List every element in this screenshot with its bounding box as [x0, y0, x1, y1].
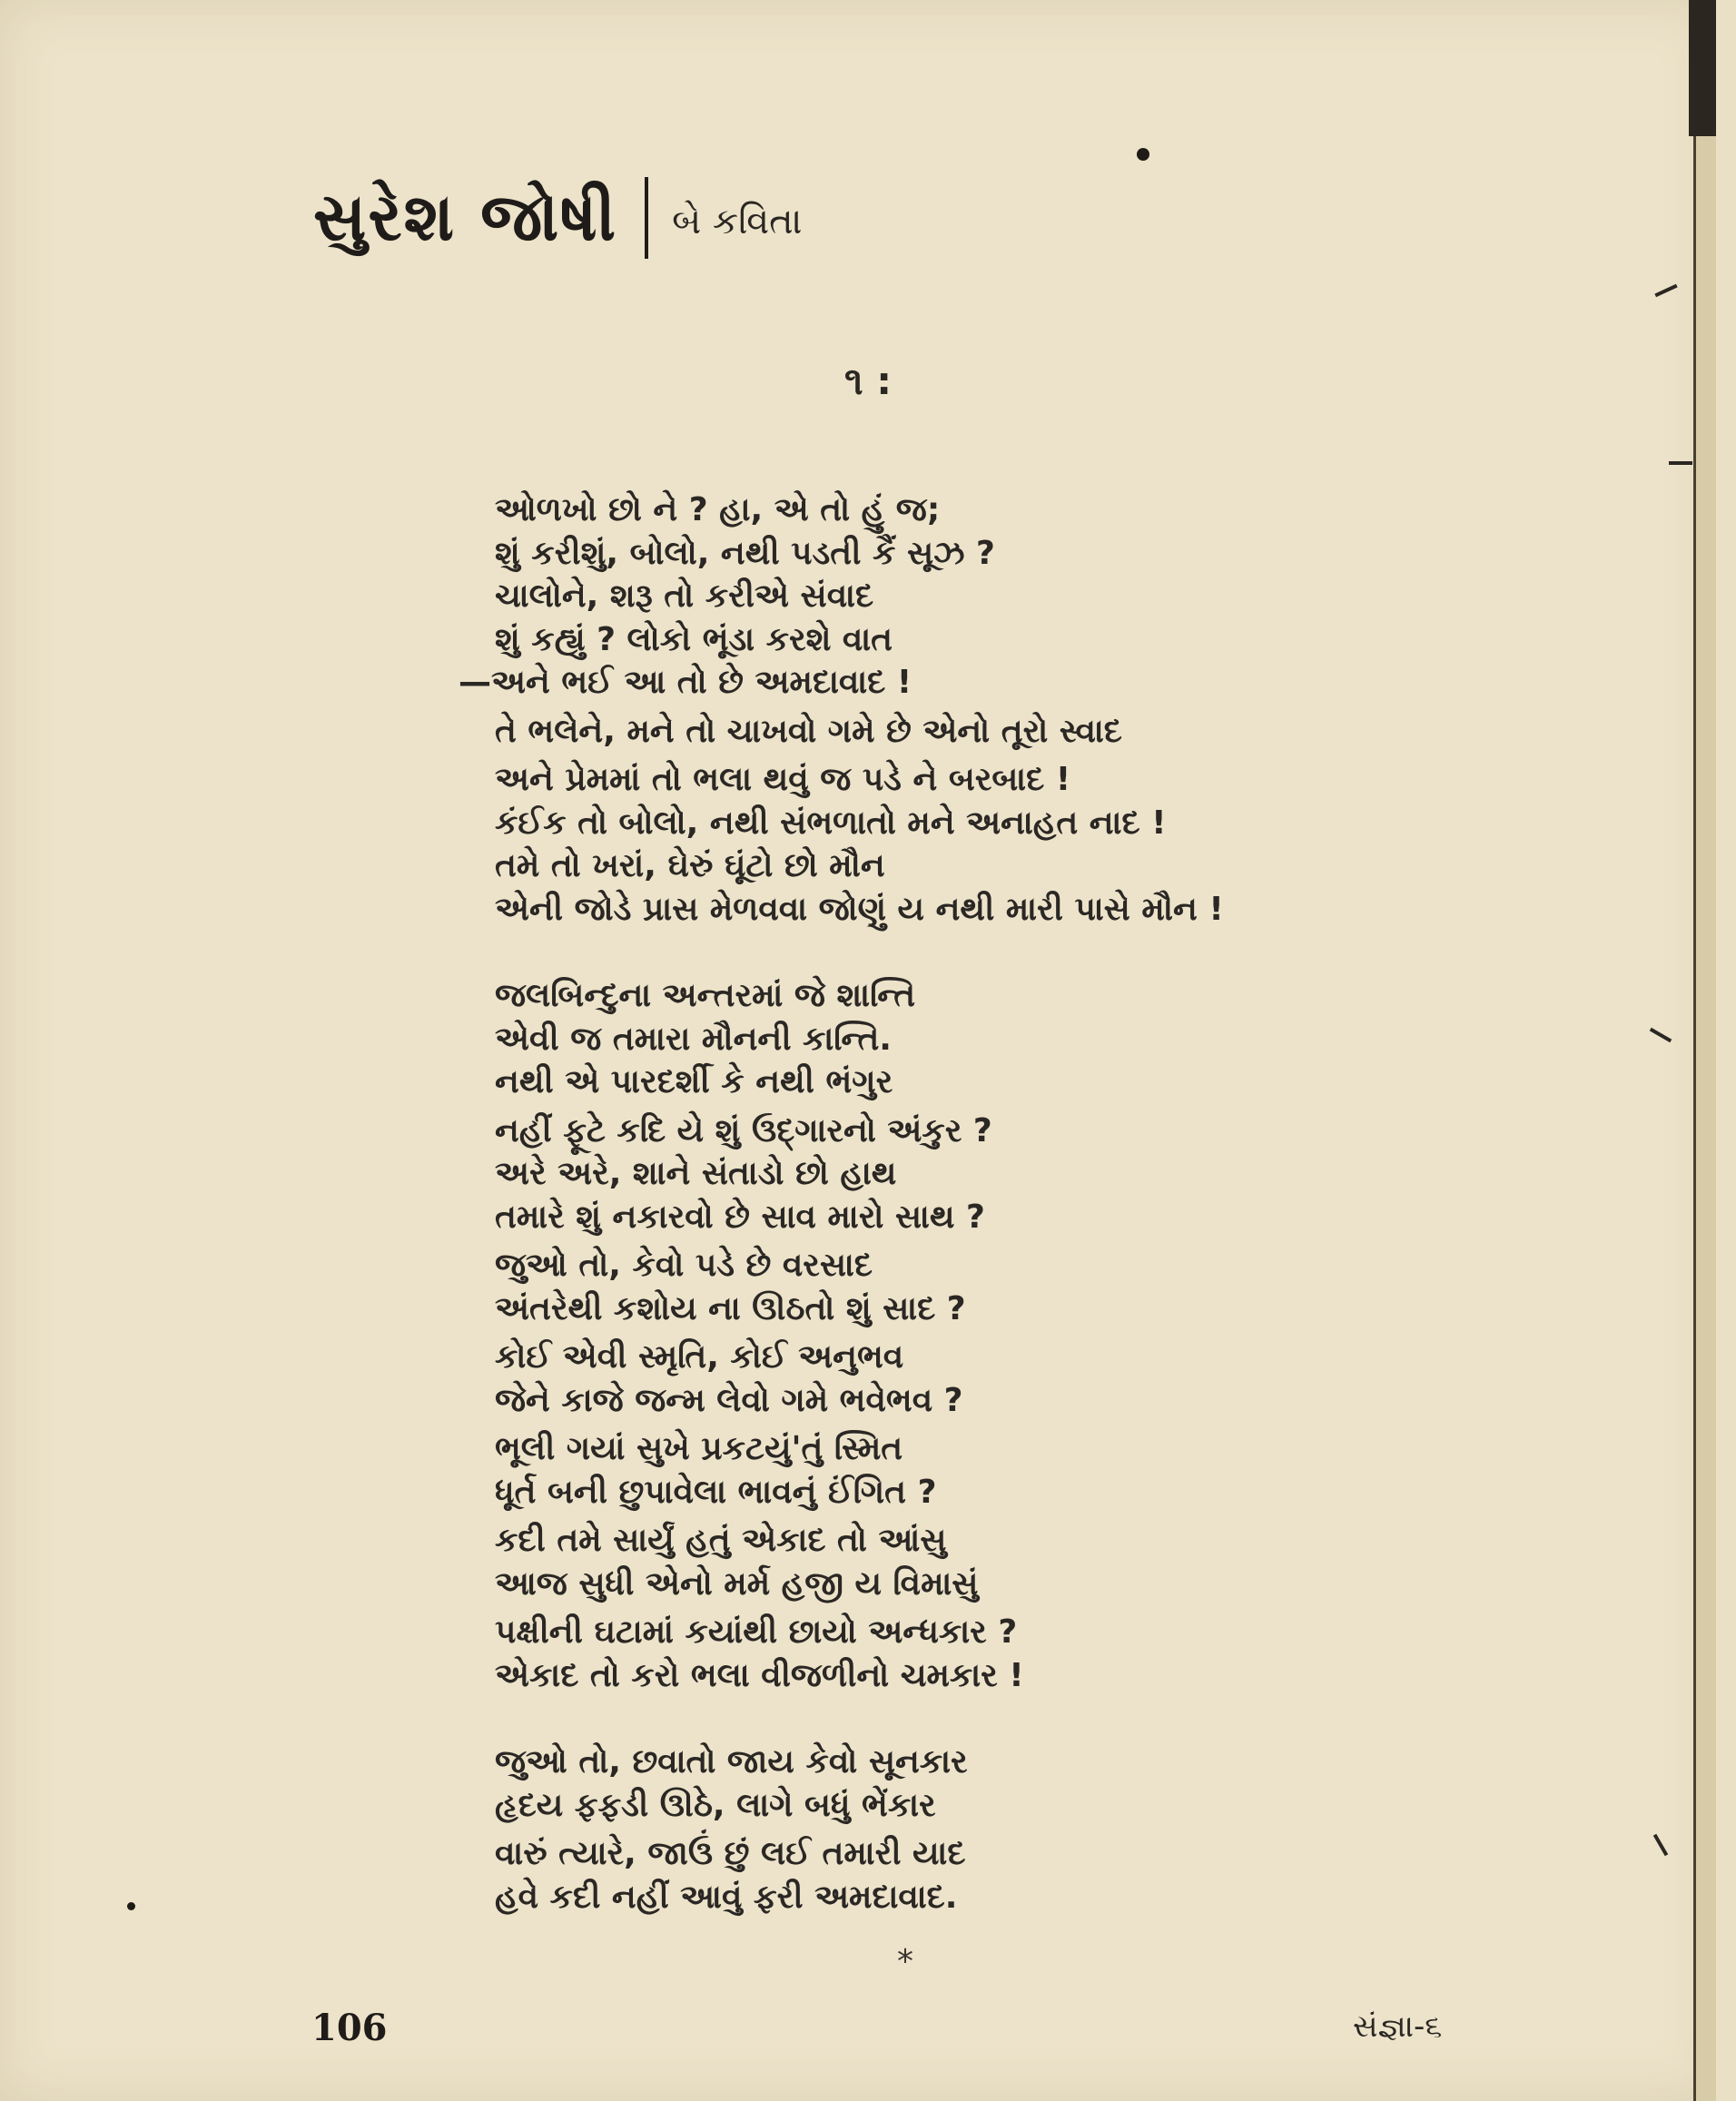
stanza-1 — [459, 488, 1403, 931]
page-number: 106 — [311, 2007, 388, 2049]
poem-line: જુઓ તો, છવાતો જાય કેવો સૂનકાર — [495, 1743, 968, 1780]
header-subtitle: બે કવિતા — [672, 201, 803, 242]
poem-line: જલબિન્દુના અન્તરમાં જે શાન્તિ — [495, 977, 916, 1014]
author-name: સુરેશ જોષી — [313, 179, 618, 255]
poem-line: શું કહ્યું ? લોકો ભૂંડા કરશે વાત — [495, 620, 893, 658]
margin-mark — [1669, 461, 1692, 465]
stanza-3 — [495, 1741, 1403, 1919]
ink-speck — [127, 1902, 135, 1910]
ink-speck — [1137, 148, 1149, 161]
poem-line: કંઈક તો બોલો, નથી સંભળાતો મને અનાહત નાદ ! — [495, 804, 1167, 842]
poem-line: હૃદય ફફડી ઊઠે, લાગે બધું ભેંકાર — [495, 1786, 936, 1824]
poem-line: એકાદ તો કરો ભલા વીજળીનો ચમકાર ! — [495, 1656, 1024, 1694]
poem-line: નહીં ફૂટે કદિ યે શું ઉદ્‌ગારનો અંકુર ? — [495, 1111, 992, 1149]
poem-line: કોઈ એવી સ્મૃતિ, કોઈ અનુભવ — [495, 1338, 904, 1376]
poem-line: —અને ભઈ આ તો છે અમદાવાદ ! — [459, 664, 912, 701]
poem-line: એની જોડે પ્રાસ મેળવવા જોણું ય નથી મારી પાસે મૌન ! — [495, 890, 1224, 928]
margin-mark — [1653, 1834, 1668, 1857]
poem-line: અને પ્રેમમાં તો ભલા થવું જ પડે ને બરબાદ ! — [495, 761, 1071, 798]
poem-line: જુઓ તો, કેવો પડે છે વરસાદ — [495, 1247, 873, 1284]
poem-line: ચાલોને, શરૂ તો કરીએ સંવાદ — [495, 577, 874, 615]
poem-line: હવે કદી નહીં આવું ફરી અમદાવાદ. — [495, 1878, 958, 1916]
poem-line: તમે તો ખરાં, ઘેરું ઘૂંટો છો મૌન — [495, 847, 885, 884]
journal-issue: સંજ્ઞા-૬ — [1353, 2008, 1443, 2045]
poem-line: ઓળખો છો ને ? હા, એ તો હું જ; — [495, 491, 941, 528]
poem-line: આજ સુધી એનો મર્મ હજી ય વિમાસું — [495, 1564, 979, 1603]
poem-line: વારું ત્યારે, જાઉં છું લઈ તમારી યાદ — [495, 1835, 966, 1872]
poem-body — [459, 488, 1403, 1919]
margin-mark — [1650, 1028, 1672, 1042]
page-edge-tear — [1689, 0, 1716, 136]
page-header — [313, 168, 802, 268]
poem-line: અરે અરે, શાને સંતાડો છો હાથ — [495, 1155, 897, 1192]
poem-line: અંતરેથી કશોય ના ઊઠતો શું સાદ ? — [495, 1289, 966, 1327]
section-separator: * — [897, 1943, 913, 1980]
margin-mark — [1654, 284, 1677, 298]
poem-line: નથી એ પારદર્શી કે નથી ભંગુર — [495, 1063, 893, 1100]
poem-line: એવી જ તમારા મૌનની કાન્તિ. — [495, 1020, 892, 1058]
section-number: ૧ : — [844, 359, 892, 403]
stanza-2 — [495, 974, 1403, 1697]
poem-line: જેને કાજે જન્મ લેવો ગમે ભવેભવ ? — [495, 1381, 963, 1419]
poem-line: તે ભલેને, મને તો ચાખવો ગમે છે એનો તૂરો સ્વાદ — [495, 712, 1122, 750]
poem-line: ભૂલી ગયાં સુખે પ્રકટયું'તું સ્મિત — [495, 1430, 903, 1467]
page-edge — [1693, 0, 1716, 2101]
poem-line: તમારે શું નકારવો છે સાવ મારો સાથ ? — [495, 1198, 985, 1236]
poem-line: પક્ષીની ઘટામાં કયાંથી છાયો અન્ધકાર ? — [495, 1613, 1018, 1651]
poem-line: શું કરીશું, બોલો, નથી પડતી કૈં સૂઝ ? — [495, 534, 995, 572]
header-divider — [645, 177, 648, 259]
poem-line: કદી તમે સાર્યું હતું એકાદ તો આંસુ — [495, 1522, 947, 1559]
poem-line: ધૂર્ત બની છુપાવેલા ભાવનું ઈંગિત ? — [495, 1473, 937, 1511]
